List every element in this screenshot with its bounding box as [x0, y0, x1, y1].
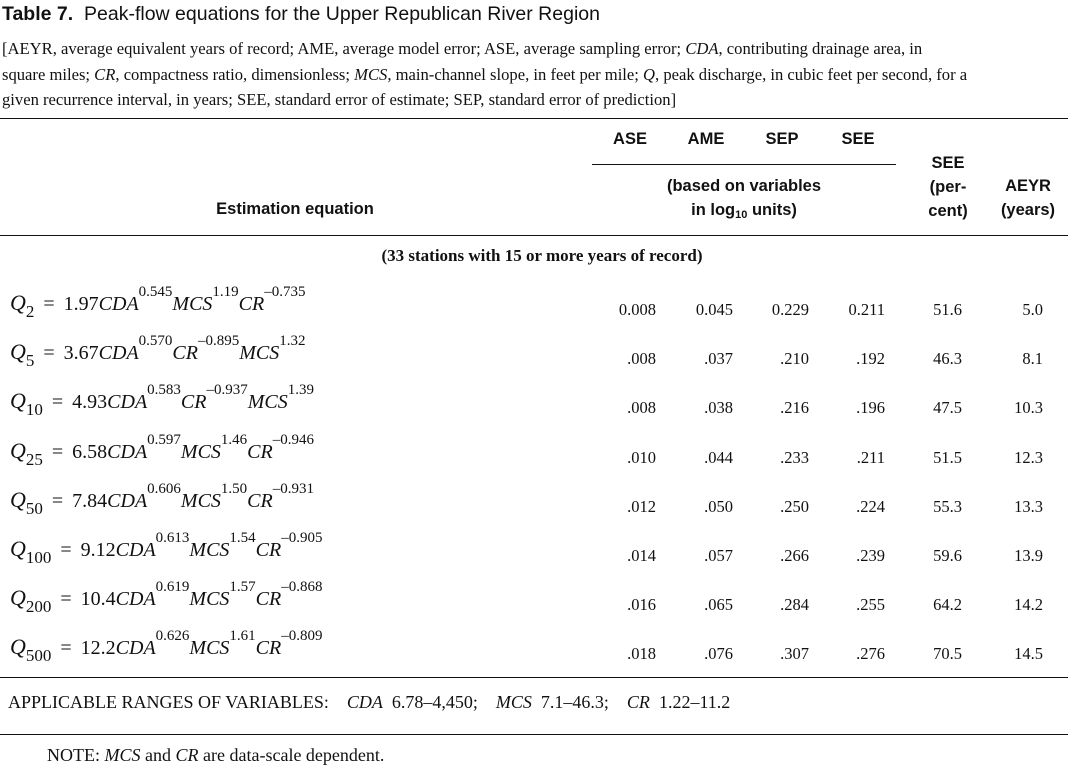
header-see-percent: SEE (per- cent): [928, 154, 968, 220]
cell-see-pct: 46.3: [933, 349, 962, 368]
header-sep: SEP: [765, 130, 799, 148]
table-row: [0, 573, 1084, 617]
header-ase: ASE: [613, 130, 647, 148]
cell-see: .239: [856, 546, 885, 565]
header-log-units: [594, 174, 894, 227]
cell-ame: .057: [704, 546, 733, 565]
group-rule: [592, 164, 896, 165]
cell-sep: .233: [780, 448, 809, 467]
header-see: SEE: [841, 130, 875, 148]
table-caption: Peak-flow equations for the Upper Republican River Region: [84, 3, 600, 25]
cell-ase: .012: [627, 497, 656, 516]
peak-flow-equation: $Q_{500} = 12.2CDA^{0.626}MCS^{1.61}CR^{-0.809}$: [10, 628, 323, 665]
cell-ame: .076: [704, 644, 733, 663]
cell-ase: 0.008: [618, 300, 656, 319]
header-log-line1: (based on variables: [666, 177, 822, 195]
header-bottom-rule: [0, 235, 1068, 236]
cell-aeyr: 13.9: [1014, 546, 1043, 565]
abbreviations-line: given recurrence interval, in years; SEE, standard error of estimate; SEP, standard error of prediction]: [2, 90, 677, 109]
cell-see-pct: 55.3: [933, 497, 962, 516]
peak-flow-equation: $Q_{10} = 4.93CDA^{0.583}CR^{-0.937}MCS^{1.39}$: [10, 382, 314, 419]
top-rule: [0, 118, 1068, 119]
cell-ame: .038: [704, 398, 733, 417]
header-aeyr: AEYR (years): [1000, 177, 1056, 219]
peak-flow-equation: $Q_{50} = 7.84CDA^{0.606}MCS^{1.50}CR^{-0.931}$: [10, 481, 314, 518]
cell-ame: .044: [704, 448, 733, 467]
table-row: [0, 327, 1084, 371]
peak-flow-equation: $Q_{100} = 9.12CDA^{0.613}MCS^{1.54}CR^{-0.905}$: [10, 530, 323, 567]
cell-see-pct: 64.2: [933, 595, 962, 614]
cell-see-pct: 70.5: [933, 644, 962, 663]
cell-ase: .008: [627, 398, 656, 417]
cell-ase: .010: [627, 448, 656, 467]
peak-flow-equation: $Q_5 = 3.67CDA^{0.570}CR^{-0.895}MCS^{1.32}$: [10, 333, 306, 370]
cell-see-pct: 51.6: [933, 300, 962, 319]
cell-see: .255: [856, 595, 885, 614]
cell-aeyr: 14.5: [1014, 644, 1043, 663]
cell-see-pct: 59.6: [933, 546, 962, 565]
table-row: [0, 524, 1084, 568]
cell-sep: .216: [780, 398, 809, 417]
cell-see: .276: [856, 644, 885, 663]
abbreviations-line: [AEYR, average equivalent years of record; AME, average model error; ASE, average sampling error; CDA, contributing drainage area, in: [2, 39, 923, 58]
header-estimation-equation: Estimation equation: [216, 200, 374, 218]
cell-aeyr: 13.3: [1014, 497, 1043, 516]
station-group-note: (33 stations with 15 or more years of record): [381, 246, 703, 265]
table-row: [0, 426, 1084, 470]
cell-ase: .018: [627, 644, 656, 663]
cell-see-pct: 47.5: [933, 398, 962, 417]
cell-sep: .210: [780, 349, 809, 368]
peak-flow-equation: $Q_{200} = 10.4CDA^{0.619}MCS^{1.57}CR^{-0.868}$: [10, 579, 323, 616]
abbreviations-note: [2, 36, 1084, 113]
cell-ase: .008: [627, 349, 656, 368]
cell-see: .192: [856, 349, 885, 368]
cell-aeyr: 5.0: [1022, 300, 1043, 319]
cell-see-pct: 51.5: [933, 448, 962, 467]
cell-sep: .250: [780, 497, 809, 516]
cell-ame: .065: [704, 595, 733, 614]
cell-sep: .307: [780, 644, 809, 663]
table-number: Table 7.: [2, 3, 74, 25]
cell-ase: .014: [627, 546, 656, 565]
cell-see: .224: [856, 497, 885, 516]
header-ame: AME: [687, 130, 725, 148]
cell-aeyr: 12.3: [1014, 448, 1043, 467]
cell-aeyr: 14.2: [1014, 595, 1043, 614]
cell-ame: .037: [704, 349, 733, 368]
header-log-line2: in $\log_{10}$ units): [691, 201, 797, 221]
applicable-ranges: APPLICABLE RANGES OF VARIABLES: CDA 6.78–4,450; MCS 7.1–46.3; CR 1.22–11.2: [8, 692, 731, 712]
cell-see: .211: [856, 448, 885, 467]
table-title: [2, 3, 600, 26]
cell-ame: .050: [704, 497, 733, 516]
cell-see: .196: [856, 398, 885, 417]
cell-sep: .266: [780, 546, 809, 565]
peak-flow-equation: $Q_2 = 1.97CDA^{0.545}MCS^{1.19}CR^{-0.735}$: [10, 284, 306, 321]
bottom-rule: [0, 734, 1068, 735]
cell-aeyr: 10.3: [1014, 398, 1043, 417]
peak-flow-equation: $Q_{25} = 6.58CDA^{0.597}MCS^{1.46}CR^{-0.946}$: [10, 432, 314, 469]
cell-sep: 0.229: [771, 300, 809, 319]
table-row: [0, 278, 1084, 322]
ranges-rule: [0, 677, 1068, 678]
abbreviations-line: square miles; CR, compactness ratio, dimensionless; MCS, main-channel slope, in feet per mile; Q, peak discharge, in cubic feet per second, for a: [2, 64, 968, 84]
table-row: [0, 622, 1084, 666]
footnote: NOTE: MCS and CR are data-scale dependent.: [47, 745, 385, 765]
cell-ame: 0.045: [695, 300, 733, 319]
table-row: [0, 475, 1084, 519]
cell-see: 0.211: [848, 300, 885, 319]
table-row: [0, 376, 1084, 420]
cell-aeyr: 8.1: [1022, 349, 1043, 368]
cell-sep: .284: [780, 595, 809, 614]
cell-ase: .016: [627, 595, 656, 614]
